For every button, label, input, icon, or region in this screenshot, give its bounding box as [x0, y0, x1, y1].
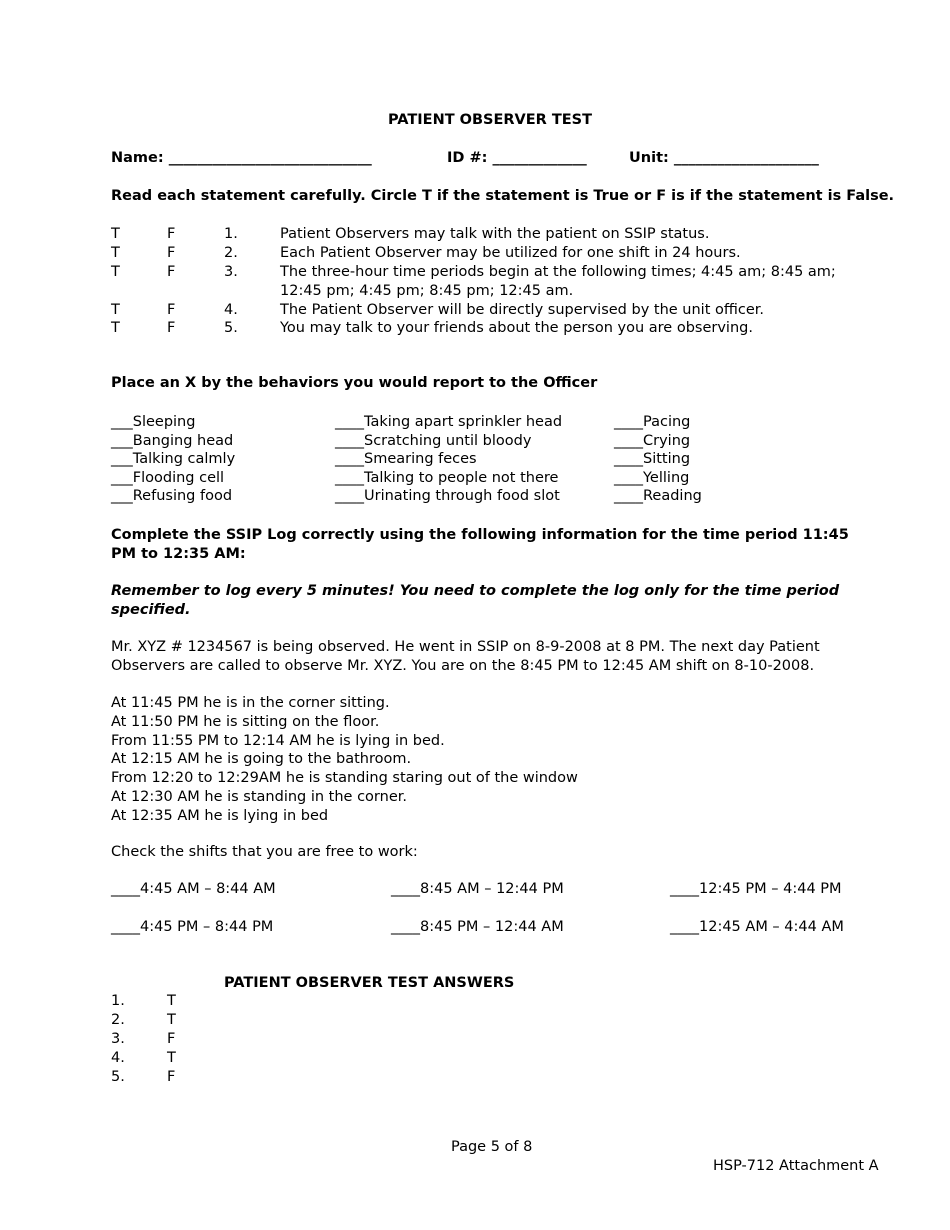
observation-item: At 12:15 AM he is going to the bathroom. [111, 751, 412, 768]
behavior-item: ___Talking calmly [111, 451, 236, 468]
answer-value: T [167, 1050, 176, 1066]
statement-text: The Patient Observer will be directly supervised by the unit officer. [280, 302, 765, 318]
behavior-item: ____Taking apart sprinkler head [335, 414, 563, 430]
scenario-paragraph: Mr. XYZ # 1234567 is being observed. He went in SSIP on 8-9-2008 at 8 PM. The next day Patient Observers are called to observe Mr. XYZ. You are on the 8:45 PM to 12:45 AM shift on 8-10-2008. [111, 639, 820, 674]
ssip-heading: Complete the SSIP Log correctly using the following information for the time period 11:45 PM to 12:35 AM: [111, 527, 849, 562]
behavior-item: ____Reading [614, 488, 702, 505]
answer-value: F [167, 1069, 176, 1085]
true-option: T [111, 245, 120, 261]
false-option: F [167, 320, 176, 336]
observation-item: At 12:30 AM he is standing in the corner. [111, 788, 407, 805]
tf-instructions: Read each statement carefully. Circle T if the statement is True or F is if the statement is False. [111, 188, 895, 204]
false-option: F [167, 264, 176, 280]
shift-option: ____8:45 PM – 12:44 AM [391, 919, 564, 935]
behavior-item: ___Banging head [111, 432, 234, 449]
item-number: 4. [224, 302, 238, 318]
behavior-item: ____Scratching until bloody [335, 432, 532, 449]
true-option: T [111, 226, 120, 242]
behaviors-column-2 [335, 413, 562, 506]
behavior-item: ____Sitting [614, 451, 691, 468]
answer-number: 5. [111, 1069, 125, 1085]
shift-option: ____8:45 AM – 12:44 PM [391, 881, 564, 897]
observation-item: At 11:45 PM he is in the corner sitting. [111, 695, 390, 711]
unit-field: Unit: ____________________ [629, 150, 819, 166]
answer-number: 4. [111, 1050, 125, 1066]
behavior-item: ___Flooding cell [111, 469, 225, 486]
true-option: T [111, 302, 120, 318]
name-field: Name: ____________________________ [111, 150, 372, 166]
observation-item: From 12:20 to 12:29AM he is standing staring out of the window [111, 770, 578, 787]
answer-number: 2. [111, 1012, 125, 1028]
true-option: T [111, 320, 120, 336]
statement-text: Each Patient Observer may be utilized for one shift in 24 hours. [280, 245, 741, 261]
tf-item [111, 301, 871, 320]
behavior-item: ____Crying [614, 432, 691, 449]
shift-option: ____12:45 PM – 4:44 PM [670, 881, 842, 897]
answer-value: T [167, 993, 176, 1009]
item-number: 2. [224, 245, 238, 261]
behaviors-heading: Place an X by the behaviors you would report to the Officer [111, 375, 598, 391]
document-id: HSP-712 Attachment A [713, 1158, 879, 1174]
shift-option: ____4:45 AM – 8:44 AM [111, 881, 276, 897]
answers-heading: PATIENT OBSERVER TEST ANSWERS [224, 975, 515, 991]
statement-text: Patient Observers may talk with the patient on SSIP status. [280, 226, 710, 242]
shift-option: ____4:45 PM – 8:44 PM [111, 919, 274, 935]
observation-item: At 11:50 PM he is sitting on the floor. [111, 713, 380, 730]
false-option: F [167, 302, 176, 318]
observation-item: At 12:35 AM he is lying in bed [111, 807, 329, 824]
page-title: PATIENT OBSERVER TEST [387, 112, 593, 128]
behaviors-column-3 [614, 413, 702, 506]
statement-text: The three-hour time periods begin at the following times; 4:45 am; 8:45 am; 12:45 pm; 4:45 pm; 8:45 pm; 12:45 am. [280, 264, 836, 299]
behavior-item: ___Refusing food [111, 488, 233, 505]
behaviors-column-1 [111, 413, 235, 506]
behavior-item: ___Sleeping [111, 414, 196, 430]
statement-text: You may talk to your friends about the person you are observing. [280, 320, 753, 336]
tf-item [111, 319, 871, 338]
false-option: F [167, 245, 176, 261]
true-option: T [111, 264, 120, 280]
item-number: 5. [224, 320, 238, 336]
answer-number: 3. [111, 1031, 125, 1047]
answer-number: 1. [111, 993, 125, 1009]
observation-item: From 11:55 PM to 12:14 AM he is lying in bed. [111, 732, 445, 749]
answer-value: T [167, 1012, 176, 1028]
behavior-item: ____Pacing [614, 414, 691, 430]
tf-item [111, 225, 871, 244]
behavior-item: ____Smearing feces [335, 451, 477, 468]
tf-item [111, 244, 871, 263]
behavior-item: ____Talking to people not there [335, 469, 559, 486]
id-field: ID #: _____________ [447, 150, 587, 166]
behavior-item: ____Yelling [614, 469, 690, 486]
false-option: F [167, 226, 176, 242]
item-number: 3. [224, 264, 238, 280]
shift-option: ____12:45 AM – 4:44 AM [670, 919, 844, 935]
behavior-item: ____Urinating through food slot [335, 488, 560, 505]
answer-value: F [167, 1031, 176, 1047]
shifts-prompt: Check the shifts that you are free to work: [111, 844, 418, 860]
observation-list [111, 694, 578, 826]
page-number: Page 5 of 8 [451, 1139, 533, 1155]
item-number: 1. [224, 226, 238, 242]
reminder-note: Remember to log every 5 minutes! You need to complete the log only for the time period specified. [111, 583, 840, 618]
